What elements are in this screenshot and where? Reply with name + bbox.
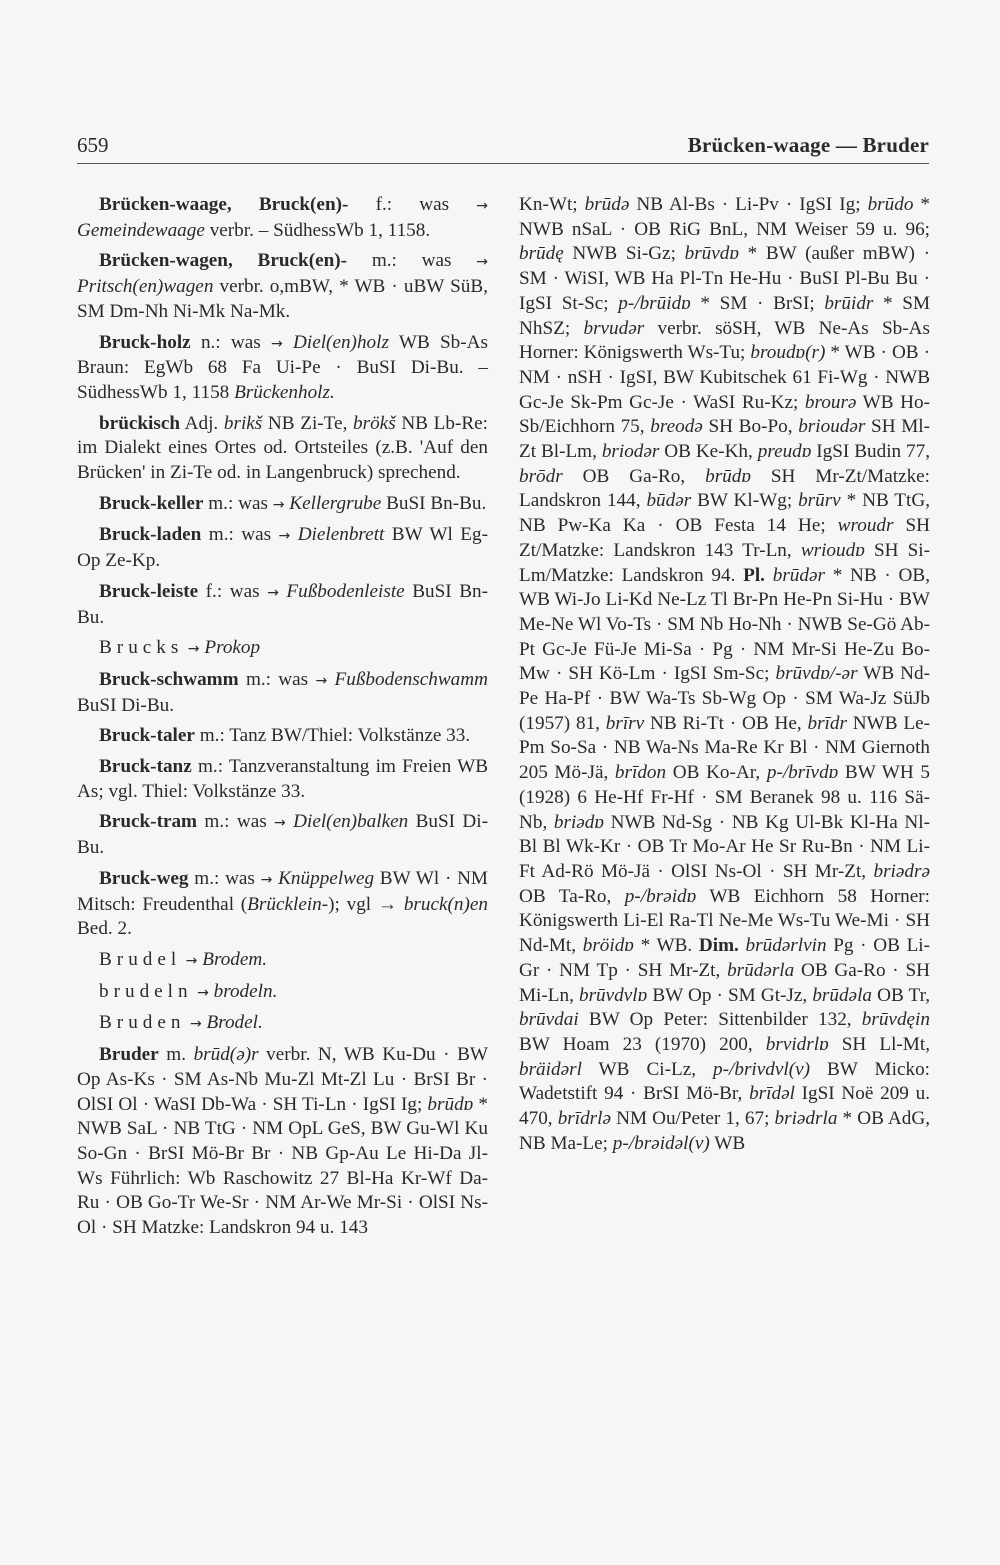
headword: Bruck-leiste	[99, 580, 199, 602]
arrow-icon: →	[185, 1016, 202, 1033]
entry-brudeln: brudeln → brodeln.	[99, 980, 278, 1002]
running-head: Brücken-waage — Bruder	[687, 133, 929, 157]
arrow-icon: →	[315, 672, 328, 689]
entry-bruck-keller: Bruck-keller m.: was → Kellergrube BuSI Bn-Bu.	[99, 492, 487, 514]
arrow-icon: →	[278, 528, 291, 545]
arrow-icon: →	[267, 584, 279, 601]
entry-bruden: Bruden → Brodel.	[99, 1012, 263, 1034]
entry-bruecken-waage: Brücken-waage, Bruck(en)- f.: was → Gemeindewaage verbr. – SüdhessWb 1, 1158.	[77, 194, 489, 241]
entry-brucks: Brucks → Prokop	[99, 637, 261, 659]
entry-bruder: Bruder m. brūd(ə)r verbr. N, WB Ku-Du · BW Op As-Ks · SM As-Nb Mu-Zl Mt-Zl Lu · BrSI Br · OlSI Ol · WaSI Db-Wa · SH Ti-Ln · IgSI Ig; brūdɒ * NWB SaL · NB TtG · NM OpL GeS, BW Gu-Wl Ku So-Gn · BrSI Mö-Br Br · NB Gp-Au Le Hi-Da Jl-Ws Führlich: Wb Raschowitz 27 Bl-Ha Kr-Wf Da-Ru · OB Go-Tr We-Sr · NM Ar-We Mr-Si · OlSI Ns-Ol · SH Matzke: Landskron 94 u. 143	[77, 1044, 488, 1239]
plural-label: Pl.	[743, 564, 765, 586]
entry-bruck-laden: Bruck-laden m.: was → Dielenbrett BW Wl Eg-Op Ze-Kp.	[77, 524, 489, 572]
entry-bruck-holz: Bruck-holz n.: was → Diel(en)holz WB Sb-As Braun: EgWb 68 Fa Ui-Pe · BuSI Di-Bu. – SüdhessWb 1, 1158 Brückenholz.	[77, 331, 488, 403]
headword: Bruder	[99, 1044, 159, 1066]
entry-brueckisch: brückisch Adj. brikš NB Zi-Te, brökš NB Lb-Re: im Dialekt eines Ortes od. Ortsteiles (z.B. 'Auf den Brücken' in Zi-Te od. in Langenbruck) sprechend.	[77, 412, 488, 484]
headword: Bruck-laden	[99, 524, 202, 546]
entry-bruck-taler: Bruck-taler m.: Tanz BW/Thiel: Volkstänze 33.	[99, 725, 471, 747]
arrow-icon: →	[181, 952, 198, 969]
headword: Bruden	[99, 1012, 186, 1034]
right-column	[519, 193, 930, 1162]
entry-bruck-weg: Bruck-weg m.: was → Knüppelweg BW Wl · NM Mitsch: Freudenthal (Brücklein-); vgl → bruck(n)en Bed. 2.	[77, 867, 488, 940]
headword: brudeln	[99, 980, 193, 1002]
headword: Bruck-weg	[99, 867, 189, 889]
arrow-icon: →	[183, 641, 200, 658]
page-number: 659	[77, 133, 109, 157]
arrow-icon: →	[476, 254, 488, 271]
entry-bruck-tanz: Bruck-tanz m.: Tanzveranstaltung im Freien WB As; vgl. Thiel: Volkstänze 33.	[77, 756, 488, 802]
arrow-icon: →	[274, 815, 286, 832]
headword: Brücken-waage, Bruck(en)-	[99, 194, 349, 215]
arrow-icon: →	[192, 984, 209, 1001]
entry-bruecken-wagen: Brücken-wagen, Bruck(en)- m.: was → Pritsch(en)wagen verbr. o,mBW, * WB · uBW SüB, SM Dm-Nh Ni-Mk Na-Mk.	[77, 250, 488, 322]
headword: Bruck-keller	[99, 492, 204, 514]
arrow-icon: →	[271, 335, 283, 352]
entry-bruck-schwamm: Bruck-schwamm m.: was → Fußbodenschwamm BuSI Di-Bu.	[77, 668, 488, 716]
left-column	[77, 193, 488, 1247]
headword: Bruck-schwamm	[99, 668, 239, 690]
headword: Bruck-taler	[99, 725, 195, 747]
entry-bruder-continued: Kn-Wt; brūdə NB Al-Bs · Li-Pv · IgSI Ig; brūdo * NWB nSaL · OB RiG BnL, NM Weiser 59 u. 96; brūdę NWB Si-Gz; brūvdɒ * BW (außer mBW) · SM · WiSI, WB Ha Pl-Tn He-Hu · BuSI Pl-Bu Bu · IgSI St-Sc; p-/brūidɒ * SM · BrSI; brūidr * SM NhSZ; brvudər verbr. söSH, WB Ne-As Sb-As Horner: Königswerth Ws-Tu; broudɒ(r) * WB · OB · NM · nSH · IgSI, BW Kubitschek 61 Fi-Wg · NWB Gc-Je Sk-Pm Gc-Je · WaSI Ru-Kz; brourə WB Ho-Sb/Eichhorn 75, breodə SH Bo-Po, brioudər SH Ml-Zt Bl-Lm, briodər OB Ke-Kh, preudɒ IgSI Budin 77, brōdr OB Ga-Ro, brūdɒ SH Mr-Zt/Matzke: Landskron 144, būdər BW Kl-Wg; brūrv * NB TtG, NB Pw-Ka Ka · OB Festa 14 He; wroudr SH Zt/Matzke: Landskron 143 Tr-Ln, wrioudɒ SH Si-Lm/Matzke: Landskron 94. Pl. brūdər * NB · OB, WB Wi-Jo Li-Kd Ne-Lz Tl Br-Pn He-Pn Si-Hu · BW Me-Ne Wl Vo-Ts · SM Nb Ho-Nh · NWB Se-Gö Ab-Pt Gc-Je Fü-Je Mi-Sa · Pg · NM Mr-Si He-Zu Bo-Mw · SH Kö-Lm · IgSI Sm-Sc; brūvdɒ/-ər WB Nd-Pe Ha-Pf · BW Wa-Ts Sb-Wg Op · SM Wa-Jz SüJb (1957) 81, brīrv NB Ri-Tt · OB He, brīdr NWB Le-Pm So-Sa · NB Wa-Ns Ma-Re Kr Bl · NM Giernoth 205 Mö-Jä, brīdon OB Ko-Ar, p-/brīvdɒ BW WH 5 (1928) 6 He-Hf Fr-Hf · SM Beranek 98 u. 116 Sä-Nb, briədɒ NWB Nd-Sg · NB Kg Ul-Bk Kl-Ha Nl-Bl Bl Wk-Kr · OB Tr Mo-Ar He Sr Ru-Bn · NM Li-Ft Ad-Rö Mö-Jä · OlSI Ns-Ol · SH Mr-Zt, briədrə OB Ta-Ro, p-/brəidɒ WB Eichhorn 58 Horner: Königswerth Li-El Ra-Tl Ne-Me Ws-Tu We-Mi · SH Nd-Mt, bröidɒ * WB. Dim. brūdərlvin Pg · OB Li-Gr · NM Tp · SH Mr-Zt, brūdərla OB Ga-Ro · SH Mi-Ln, brūvdvlɒ BW Op · SM Gt-Jz, brūdəla OB Tr, brūvdai BW Op Peter: Sittenbilder 132, brūvdęin BW Hoam 23 (1970) 200, brvidrlɒ SH Ll-Mt, bräidərl WB Ci-Lz, p-/brivdvl(v) BW Micko: Wadetstift 94 · BrSI Mö-Br, brīdəl IgSI Noë 209 u. 470, brīdrlə NM Ou/Peter 1, 67; briədrla * OB AdG, NB Ma-Le; p-/brəidəl(v) WB	[519, 194, 931, 1154]
diminutive-label: Dim.	[698, 935, 739, 957]
headword: Brudel	[99, 948, 182, 970]
arrow-icon: →	[272, 496, 285, 513]
entry-bruck-leiste: Bruck-leiste f.: was → Fußbodenleiste BuSI Bn-Bu.	[77, 580, 489, 628]
headword: Bruck-holz	[99, 331, 191, 353]
headword: Bruck-tanz	[99, 756, 192, 778]
entry-brudel: Brudel → Brodem.	[99, 948, 268, 970]
headword: brückisch	[99, 412, 181, 434]
page-header	[77, 133, 929, 164]
arrow-icon: →	[260, 871, 273, 888]
headword: Brücken-wagen, Bruck(en)-	[99, 250, 348, 272]
headword: Bruck-tram	[99, 811, 198, 833]
headword: Brucks	[99, 637, 184, 659]
entry-bruck-tram: Bruck-tram m.: was → Diel(en)balken BuSI Di-Bu.	[77, 811, 488, 859]
arrow-icon: →	[476, 198, 489, 214]
